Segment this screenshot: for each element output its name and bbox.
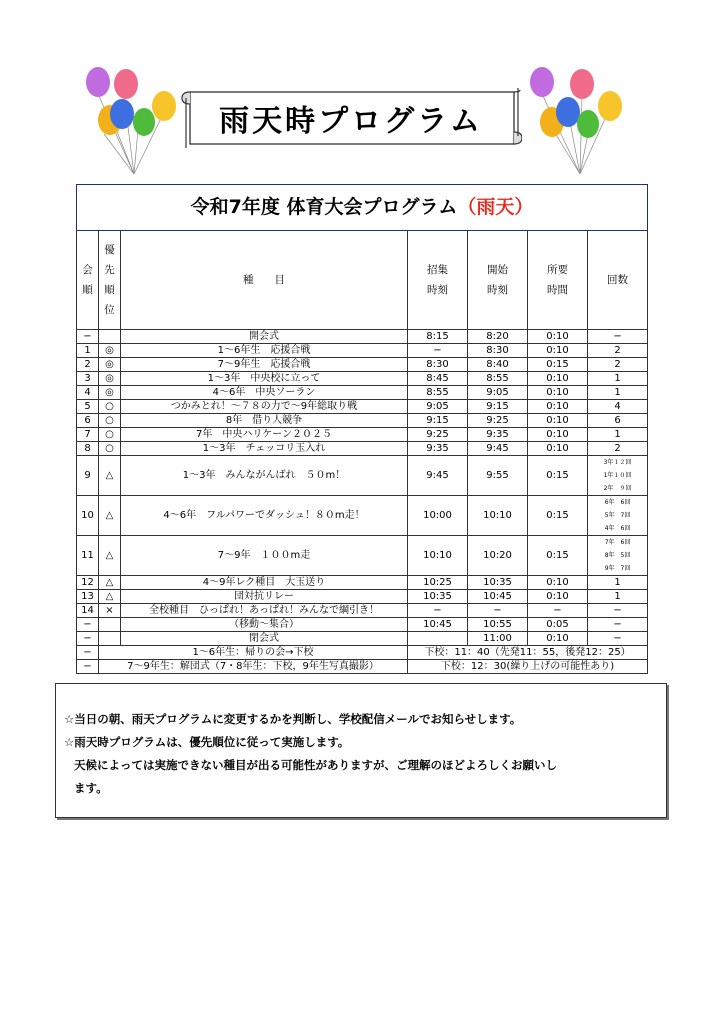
count-line: 5年 7回 — [604, 512, 631, 519]
cell-count: 1 — [588, 576, 648, 590]
cell-start-time: 9:45 — [468, 442, 528, 456]
cell-gather-time: 10:35 — [408, 590, 468, 604]
table-row — [77, 456, 648, 496]
header-gather-time: 招集 時刻 — [408, 231, 468, 330]
cell-start-time: 9:15 — [468, 400, 528, 414]
table-title-rain: （雨天） — [457, 196, 534, 218]
cell-order: 14 — [77, 604, 99, 618]
cell-duration: 0:10 — [528, 428, 588, 442]
cell-event: 7年 中央ハリケーン２０２５ — [121, 428, 408, 442]
cell-count: 1 — [588, 590, 648, 604]
cell-duration: 0:10 — [528, 590, 588, 604]
cell-count: 1 — [588, 372, 648, 386]
table-title-main: 令和7年度 体育大会プログラム — [190, 196, 458, 218]
cell-priority: ○ — [99, 428, 121, 442]
cell-duration: 0:15 — [528, 496, 588, 536]
cell-count: − — [588, 632, 648, 646]
cell-priority: ○ — [99, 442, 121, 456]
cell-count: 2 — [588, 442, 648, 456]
cell-gather-time: 8:15 — [408, 330, 468, 344]
header-count: 回数 — [588, 231, 648, 330]
balloons-left-illustration — [86, 62, 186, 180]
notice-box — [55, 683, 667, 818]
notice-line: ☆当日の朝、雨天プログラムに変更するかを判断し、学校配信メールでお知らせします。 — [64, 712, 522, 726]
table-row — [77, 386, 648, 400]
closing-row — [77, 646, 648, 660]
cell-priority: △ — [99, 536, 121, 576]
cell-order: 9 — [77, 456, 99, 496]
cell-priority: ◎ — [99, 358, 121, 372]
count-line: 2年 ９回 — [603, 485, 632, 492]
cell-gather-time: 10:25 — [408, 576, 468, 590]
count-line: 3年１２回 — [603, 459, 632, 466]
cell-order: − — [77, 632, 99, 646]
cell-order: 8 — [77, 442, 99, 456]
cell-event: （移動～集合） — [121, 618, 408, 632]
count-line: 4年 6回 — [604, 525, 631, 532]
count-line: 8年 5回 — [604, 552, 631, 559]
table-row — [77, 330, 648, 344]
cell-duration: 0:15 — [528, 358, 588, 372]
cell-order: − — [77, 660, 99, 674]
table-title — [77, 185, 648, 231]
cell-count: 6 — [588, 414, 648, 428]
cell-event: 閉会式 — [121, 632, 408, 646]
cell-gather-time: 10:00 — [408, 496, 468, 536]
cell-event: 団対抗リレー — [121, 590, 408, 604]
cell-count: − — [588, 618, 648, 632]
cell-priority: ○ — [99, 400, 121, 414]
count-line: 7年 6回 — [604, 539, 631, 546]
table-row — [77, 414, 648, 428]
cell-event: 1～6年生 応援合戦 — [121, 344, 408, 358]
cell-duration: 0:10 — [528, 344, 588, 358]
cell-count: 2 — [588, 358, 648, 372]
cell-gather-time: 8:30 — [408, 358, 468, 372]
cell-event: 7～9年生：解団式（7・8年生：下校，9年生写真撮影） — [99, 660, 408, 674]
cell-event: 4～6年 フルパワーでダッシュ！８０m走！ — [121, 496, 408, 536]
table-row — [77, 536, 648, 576]
cell-count — [588, 496, 648, 536]
cell-order: 12 — [77, 576, 99, 590]
cell-priority: △ — [99, 456, 121, 496]
cell-event: 8年 借り人競争 — [121, 414, 408, 428]
cell-priority — [99, 632, 121, 646]
cell-gather-time: 8:45 — [408, 372, 468, 386]
cell-event: 1～3年 チェッコリ玉入れ — [121, 442, 408, 456]
table-row — [77, 496, 648, 536]
cell-event: 7～9年 １００m走 — [121, 536, 408, 576]
cell-duration: 0:10 — [528, 386, 588, 400]
notice-line: 天候によっては実施できない種目が出る可能性がありますが、ご理解のほどよろしくお願いし — [74, 758, 557, 772]
cell-gather-time — [408, 632, 468, 646]
cell-priority: △ — [99, 496, 121, 536]
cell-gather-time: 9:45 — [408, 456, 468, 496]
table-row — [77, 344, 648, 358]
cell-event: 開会式 — [121, 330, 408, 344]
cell-gather-time: 10:10 — [408, 536, 468, 576]
table-row — [77, 428, 648, 442]
cell-start-time: 8:30 — [468, 344, 528, 358]
cell-start-time: − — [468, 604, 528, 618]
cell-duration: 0:10 — [528, 330, 588, 344]
cell-order: 5 — [77, 400, 99, 414]
cell-priority: ○ — [99, 414, 121, 428]
table-row — [77, 618, 648, 632]
cell-priority: × — [99, 604, 121, 618]
cell-priority — [99, 330, 121, 344]
cell-start-time: 11:00 — [468, 632, 528, 646]
cell-dismissal-note: 下校：11：40（先発11：55，後発12：25） — [408, 646, 648, 660]
cell-event: 7～9年生 応援合戦 — [121, 358, 408, 372]
table-header-row — [77, 231, 648, 330]
cell-duration: 0:10 — [528, 632, 588, 646]
cell-order: 3 — [77, 372, 99, 386]
cell-order: 11 — [77, 536, 99, 576]
cell-duration: − — [528, 604, 588, 618]
table-row — [77, 372, 648, 386]
cell-order: − — [77, 330, 99, 344]
cell-duration: 0:10 — [528, 400, 588, 414]
cell-priority: ◎ — [99, 344, 121, 358]
cell-duration: 0:05 — [528, 618, 588, 632]
cell-count: − — [588, 604, 648, 618]
cell-start-time: 10:10 — [468, 496, 528, 536]
table-row — [77, 632, 648, 646]
cell-duration: 0:15 — [528, 456, 588, 496]
cell-start-time: 8:55 — [468, 372, 528, 386]
cell-gather-time: 8:55 — [408, 386, 468, 400]
notice-line: ます。 — [74, 781, 108, 795]
header-start-time: 開始 時刻 — [468, 231, 528, 330]
program-table — [76, 184, 648, 674]
banner-title: 雨天時プログラム — [219, 104, 483, 139]
cell-gather-time: 9:35 — [408, 442, 468, 456]
balloons-right-illustration — [530, 62, 630, 180]
notice-line: ☆雨天時プログラムは、優先順位に従って実施します。 — [64, 735, 350, 749]
cell-count — [588, 536, 648, 576]
cell-priority: ◎ — [99, 386, 121, 400]
cell-start-time: 9:55 — [468, 456, 528, 496]
cell-event: 4～6年 中央ソーラン — [121, 386, 408, 400]
count-line: 6年 6回 — [604, 499, 631, 506]
cell-order: 13 — [77, 590, 99, 604]
table-row — [77, 358, 648, 372]
cell-duration: 0:10 — [528, 576, 588, 590]
closing-row — [77, 660, 648, 674]
cell-gather-time: 10:45 — [408, 618, 468, 632]
cell-priority: △ — [99, 590, 121, 604]
cell-start-time: 10:55 — [468, 618, 528, 632]
cell-event: 4～9年レク種目 大玉送り — [121, 576, 408, 590]
cell-order: 7 — [77, 428, 99, 442]
cell-gather-time: 9:15 — [408, 414, 468, 428]
table-row — [77, 576, 648, 590]
cell-priority: △ — [99, 576, 121, 590]
cell-gather-time: 9:25 — [408, 428, 468, 442]
cell-duration: 0:10 — [528, 372, 588, 386]
header-order: 会 順 — [77, 231, 99, 330]
cell-count: 1 — [588, 386, 648, 400]
table-row — [77, 400, 648, 414]
cell-start-time: 10:45 — [468, 590, 528, 604]
table-row — [77, 590, 648, 604]
cell-priority — [99, 618, 121, 632]
cell-duration: 0:15 — [528, 536, 588, 576]
scroll-banner — [180, 88, 522, 148]
cell-event: 1～3年 中央校に立って — [121, 372, 408, 386]
cell-event: 全校種目 ひっぱれ！あっぱれ！みんなで綱引き！ — [121, 604, 408, 618]
cell-duration: 0:10 — [528, 414, 588, 428]
cell-count — [588, 456, 648, 496]
cell-priority: ◎ — [99, 372, 121, 386]
cell-duration: 0:10 — [528, 442, 588, 456]
cell-order: − — [77, 618, 99, 632]
cell-count: − — [588, 330, 648, 344]
cell-dismissal-note: 下校：12：30(繰り上げの可能性あり) — [408, 660, 648, 674]
table-title-row — [77, 185, 648, 231]
cell-event: つかみとれ！～７８の力で～9年総取り戦 — [121, 400, 408, 414]
cell-order: 6 — [77, 414, 99, 428]
table-row — [77, 442, 648, 456]
cell-count: 2 — [588, 344, 648, 358]
cell-start-time: 10:35 — [468, 576, 528, 590]
cell-start-time: 9:25 — [468, 414, 528, 428]
table-row — [77, 604, 648, 618]
cell-start-time: 9:35 — [468, 428, 528, 442]
cell-count: 1 — [588, 428, 648, 442]
cell-order: 4 — [77, 386, 99, 400]
cell-gather-time: − — [408, 344, 468, 358]
header-priority: 優 先 順 位 — [99, 231, 121, 330]
cell-gather-time: − — [408, 604, 468, 618]
cell-start-time: 10:20 — [468, 536, 528, 576]
cell-order: 10 — [77, 496, 99, 536]
count-line: 1年１０回 — [603, 472, 632, 479]
header-event: 種 目 — [121, 231, 408, 330]
cell-event: 1～6年生：帰りの会→下校 — [99, 646, 408, 660]
cell-order: 2 — [77, 358, 99, 372]
cell-start-time: 8:20 — [468, 330, 528, 344]
cell-start-time: 9:05 — [468, 386, 528, 400]
header-duration: 所要 時間 — [528, 231, 588, 330]
cell-gather-time: 9:05 — [408, 400, 468, 414]
cell-order: 1 — [77, 344, 99, 358]
cell-start-time: 8:40 — [468, 358, 528, 372]
cell-count: 4 — [588, 400, 648, 414]
cell-order: − — [77, 646, 99, 660]
cell-event: 1～3年 みんながんばれ ５０m！ — [121, 456, 408, 496]
count-line: 9年 7回 — [604, 565, 631, 572]
